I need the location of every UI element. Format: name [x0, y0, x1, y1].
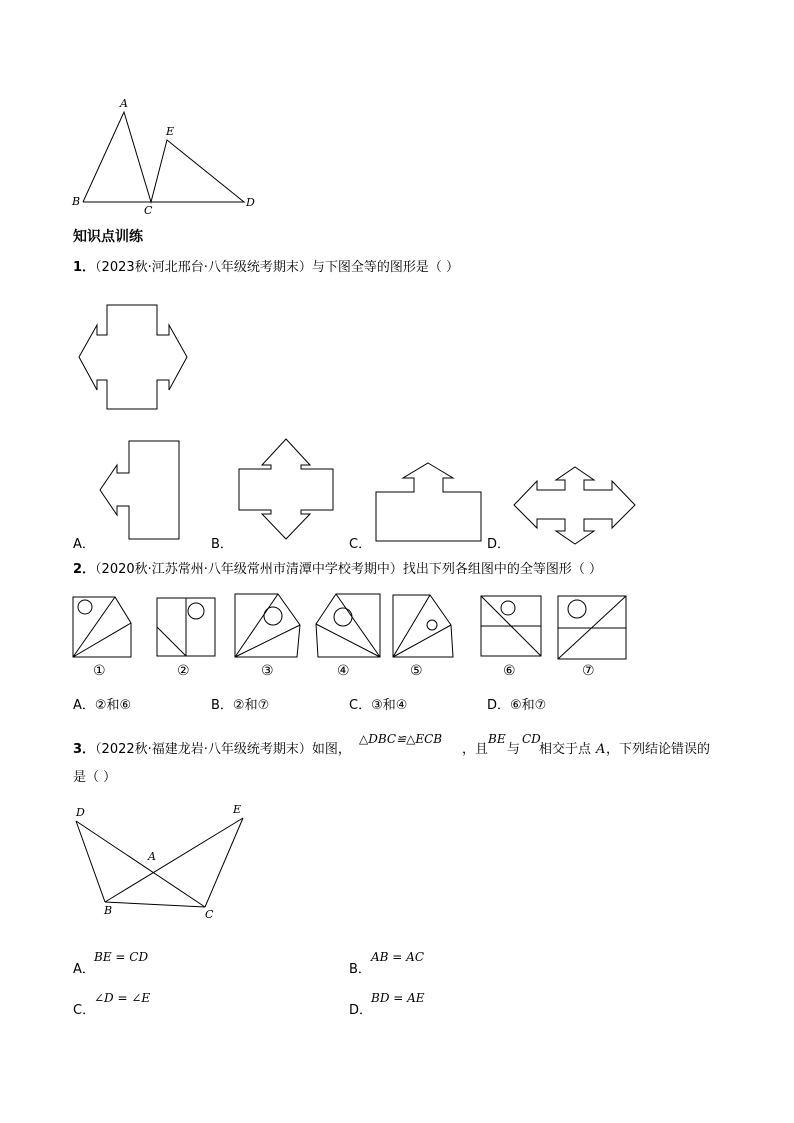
q3-text-part3: 与	[507, 742, 521, 757]
q2-fig-label-5: ⑤	[410, 663, 423, 679]
q3-option-d-math: BD = AE	[371, 991, 425, 1005]
q2-fig-label-2: ②	[177, 663, 190, 679]
section-title: 知识点训练	[73, 229, 143, 245]
q3-option-b-label[interactable]: B．	[349, 962, 371, 977]
q2-fig-label-7: ⑦	[582, 663, 595, 679]
label-a: A	[120, 97, 128, 110]
q1-option-a-label[interactable]: A．	[73, 537, 95, 552]
q1-text: （2023秋·河北邢台·八年级统考期末）与下图全等的图形是（ ）	[95, 260, 460, 275]
label-e: E	[166, 125, 175, 138]
q3-option-a-label[interactable]: A．	[73, 962, 95, 977]
q3-text-part4: 相交于点	[539, 742, 592, 757]
q3-label-d: D	[76, 806, 85, 819]
q3-math-be: BE	[488, 732, 506, 746]
q1-option-b-label[interactable]: B．	[211, 537, 233, 552]
label-c: C	[144, 204, 153, 217]
q2-fig-label-6: ⑥	[503, 663, 516, 679]
q2-fig-label-3: ③	[261, 663, 274, 679]
q2-fig-label-1: ①	[93, 663, 106, 679]
q2-option-d-text: ⑥和⑦	[510, 698, 547, 713]
q3-text-part2: ，且	[462, 742, 489, 757]
q2-option-a-text: ②和⑥	[94, 698, 132, 713]
q3-point-a: A	[596, 742, 606, 757]
label-d: D	[246, 196, 255, 209]
q2-option-d-label: D．	[487, 698, 511, 713]
q2-option-c-text: ③和④	[371, 698, 408, 713]
q3-label-c: C	[205, 908, 214, 921]
q3-text-part5: ，下列结论错误的	[606, 742, 711, 757]
q2-option-c-label: C．	[349, 698, 372, 713]
q2-number: 2．	[73, 562, 96, 577]
q1-option-c-label[interactable]: C．	[349, 537, 372, 552]
q3-option-d-label[interactable]: D．	[349, 1003, 373, 1018]
q3-math-congruence: △DBC≌△ECB	[359, 732, 443, 746]
q3-option-c-math: ∠D = ∠E	[94, 991, 151, 1005]
q2-fig-label-4: ④	[337, 663, 350, 679]
q2-text: （2020秋·江苏常州·八年级常州市清潭中学校考期中）找出下列各组图中的全等图形（ ）	[95, 562, 603, 577]
q3-label-a: A	[148, 850, 156, 863]
q3-text-part1: （2022秋·福建龙岩·八年级统考期末）如图，	[95, 742, 351, 757]
q1-option-d-label[interactable]: D．	[487, 537, 511, 552]
q2-option-b-label: B．	[211, 698, 233, 713]
q3-option-a-math: BE = CD	[94, 950, 149, 964]
q3-label-b: B	[104, 904, 113, 917]
q3-label-e: E	[233, 803, 242, 816]
label-b: B	[72, 195, 81, 208]
q3-option-c-label[interactable]: C．	[73, 1003, 96, 1018]
q1-number: 1．	[73, 260, 96, 275]
q3-option-b-math: AB = AC	[371, 950, 425, 964]
q2-option-a-label: A．	[73, 698, 95, 713]
q2-option-b-text: ②和⑦	[232, 698, 270, 713]
q3-math-cd: CD	[522, 732, 541, 746]
q3-stem-line2: 是（ ）	[73, 770, 117, 785]
q3-number: 3．	[73, 742, 96, 757]
